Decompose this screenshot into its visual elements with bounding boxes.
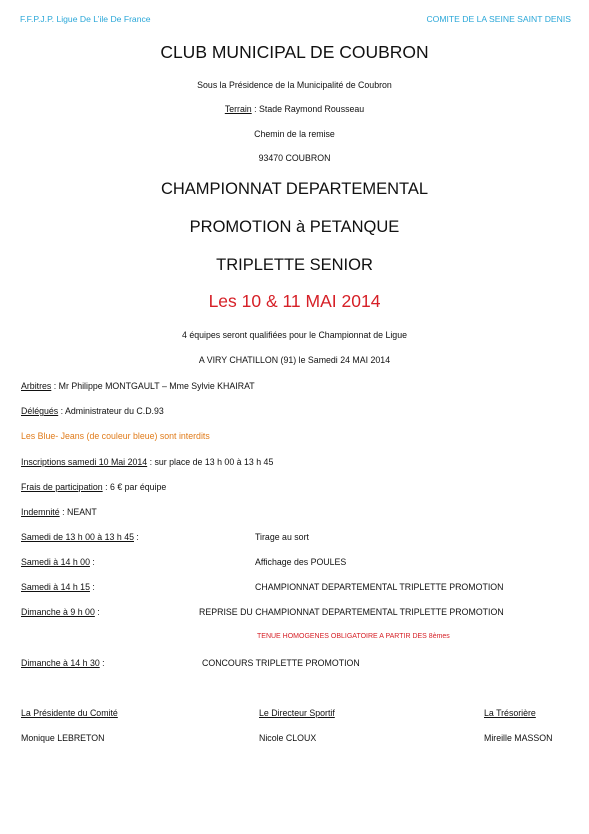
qualification-line-2: A VIRY CHATILLON (91) le Samedi 24 MAI 2014 <box>198 355 391 365</box>
arbitres-value: : Mr Philippe MONTGAULT – Mme Sylvie KHAIRAT <box>51 381 255 391</box>
schedule-1-time: Samedi de 13 h 00 à 13 h 45 <box>21 532 134 542</box>
schedule-5-time: Dimanche à 14 h 30 <box>21 658 100 668</box>
schedule-2-time: Samedi à 14 h 00 <box>21 557 90 567</box>
inscriptions-label: Inscriptions samedi 10 Mai 2014 <box>21 457 148 467</box>
schedule-3-sep: : <box>89 582 95 592</box>
delegues-line <box>21 406 164 416</box>
schedule-3-label <box>21 582 95 592</box>
arbitres-line <box>21 381 255 391</box>
schedule-4-value: REPRISE DU CHAMPIONNAT DEPARTEMENTAL TRIPLETTE PROMOTION <box>199 607 504 617</box>
schedule-4-label <box>21 607 100 617</box>
terrain-line <box>0 104 589 114</box>
indemnite-label: Indemnité <box>21 507 60 517</box>
tenue-notice: TENUE HOMOGENES OBLIGATOIRE A PARTIR DES 8èmes <box>257 633 450 640</box>
presidency-line: Sous la Présidence de la Municipalité de Coubron <box>197 80 392 90</box>
schedule-5-label <box>21 658 105 668</box>
schedule-5-value: CONCOURS TRIPLETTE PROMOTION <box>202 658 360 668</box>
qualification-line-1: 4 équipes seront qualifiées pour le Championnat de Ligue <box>182 330 407 340</box>
signature-name-treasurer: Mireille MASSON <box>484 733 553 743</box>
event-title-3: TRIPLETTE SENIOR <box>216 256 373 274</box>
terrain-label: Terrain <box>224 104 252 114</box>
frais-label: Frais de participation <box>21 482 103 492</box>
schedule-4-time: Dimanche à 9 h 00 <box>21 607 95 617</box>
signature-name-president: Monique LEBRETON <box>21 733 105 743</box>
schedule-3-value: CHAMPIONNAT DEPARTEMENTAL TRIPLETTE PROMOTION <box>255 582 504 592</box>
indemnite-value: : NEANT <box>59 507 97 517</box>
schedule-2-value: Affichage des POULES <box>255 557 347 567</box>
arbitres-label: Arbitres <box>21 381 52 391</box>
event-title-2: PROMOTION à PETANQUE <box>189 218 400 236</box>
schedule-1-label <box>21 532 139 542</box>
signature-role-president: La Présidente du Comité <box>21 708 118 718</box>
schedule-2-sep: : <box>89 557 95 567</box>
inscriptions-line <box>21 457 273 467</box>
club-title: CLUB MUNICIPAL DE COUBRON <box>160 42 429 62</box>
schedule-1-value: Tirage au sort <box>255 532 309 542</box>
schedule-2-label <box>21 557 95 567</box>
signature-role-treasurer: La Trésorière <box>484 708 536 718</box>
schedule-1-sep: : <box>133 532 139 542</box>
delegues-label: Délégués <box>21 406 59 416</box>
jeans-notice: Les Blue- Jeans (de couleur bleue) sont interdits <box>21 431 210 441</box>
frais-value: : 6 € par équipe <box>102 482 167 492</box>
terrain-value: : Stade Raymond Rousseau <box>251 104 365 114</box>
signature-name-director: Nicole CLOUX <box>259 733 317 743</box>
schedule-4-sep: : <box>94 607 100 617</box>
frais-line <box>21 482 166 492</box>
header-league: F.F.P.J.P. Ligue De L’ile De France <box>20 14 151 24</box>
indemnite-line <box>21 507 97 517</box>
delegues-value: : Administrateur du C.D.93 <box>58 406 164 416</box>
event-title-1: CHAMPIONNAT DEPARTEMENTAL <box>160 180 429 198</box>
inscriptions-value: : sur place de 13 h 00 à 13 h 45 <box>147 457 274 467</box>
schedule-3-time: Samedi à 14 h 15 <box>21 582 90 592</box>
header-committee: COMITE DE LA SEINE SAINT DENIS <box>426 14 571 24</box>
signature-role-director: Le Directeur Sportif <box>259 708 335 718</box>
street-line: Chemin de la remise <box>254 129 335 139</box>
city-line: 93470 COUBRON <box>258 153 331 163</box>
event-date: Les 10 & 11 MAI 2014 <box>208 291 381 311</box>
schedule-5-sep: : <box>99 658 105 668</box>
